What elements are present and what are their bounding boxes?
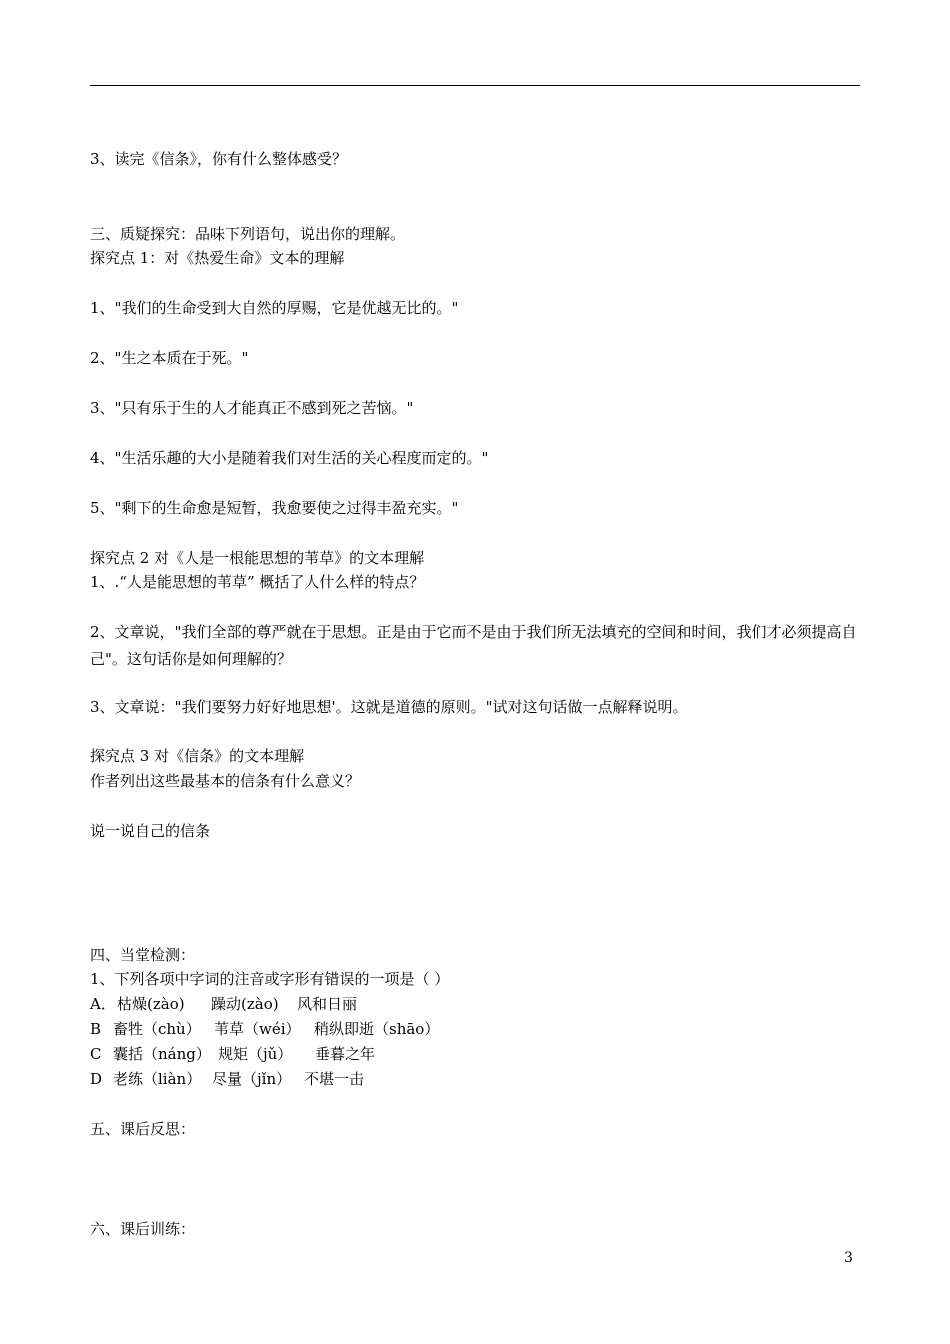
option-a-word-1: 枯燥(zào) xyxy=(117,995,185,1013)
option-d xyxy=(90,1067,862,1091)
option-b-word-3: 稍纵即逝（shāo） xyxy=(314,1020,440,1038)
point-1-question-1: 1、"我们的生命受到大自然的厚赐，它是优越无比的。" xyxy=(90,299,459,317)
option-c xyxy=(90,1042,862,1066)
inquiry-point-1-title: 探究点 1：对《热爱生命》文本的理解 xyxy=(90,249,345,267)
point-3-question-2: 说一说自己的信条 xyxy=(90,822,211,840)
header-rule xyxy=(90,85,860,86)
point-2-question-3: 3、文章说："我们要努力好好地思想'。这就是道德的原则。"试对这句话做一点解释说明。 xyxy=(90,698,688,716)
option-b-word-1: 畜牲（chù） xyxy=(113,1020,201,1038)
inquiry-point-3-title: 探究点 3 对《信条》的文本理解 xyxy=(90,747,305,765)
option-a xyxy=(90,992,862,1016)
option-c-word-1: 囊括（náng） xyxy=(113,1045,211,1063)
option-d-word-2: 尽量（jǐn） xyxy=(212,1070,292,1088)
section-5-title: 五、课后反思： xyxy=(90,1120,196,1138)
option-a-word-3: 风和日丽 xyxy=(297,995,358,1013)
section-3-title: 三、质疑探究：品味下列语句，说出你的理解。 xyxy=(90,225,406,243)
option-c-word-2: 规矩（jǔ） xyxy=(218,1045,293,1063)
inquiry-point-2-title: 探究点 2 对《人是一根能思想的苇草》的文本理解 xyxy=(90,549,425,567)
option-a-word-2: 躁动(zào) xyxy=(211,995,279,1013)
question-overall-feeling: 3、读完《信条》，你有什么整体感受？ xyxy=(90,150,348,168)
page-number: 3 xyxy=(844,1250,853,1266)
section-4-title: 四、当堂检测： xyxy=(90,946,196,964)
option-d-letter: D xyxy=(90,1070,103,1088)
option-a-letter: A． xyxy=(90,995,116,1013)
option-d-word-1: 老练（liàn） xyxy=(113,1070,202,1088)
section-6-title: 六、课后训练： xyxy=(90,1220,196,1238)
point-1-question-2: 2、"生之本质在于死。" xyxy=(90,349,249,367)
point-2-question-2: 2、文章说，"我们全部的尊严就在于思想。正是由于它而不是由于我们所无法填充的空间和时间，我们才必须提高自己"。这句话你是如何理解的？ xyxy=(90,623,857,668)
option-b-word-2: 苇草（wéi） xyxy=(214,1020,301,1038)
option-b-letter: B xyxy=(90,1020,102,1038)
section-4-question-1: 1、下列各项中字词的注音或字形有错误的一项是（ ） xyxy=(90,970,450,988)
point-1-question-5: 5、"剩下的生命愈是短暂，我愈要使之过得丰盈充实。" xyxy=(90,499,459,517)
option-d-word-3: 不堪一击 xyxy=(304,1070,365,1088)
point-3-question-1: 作者列出这些最基本的信条有什么意义？ xyxy=(90,772,361,790)
point-1-question-4: 4、"生活乐趣的大小是随着我们对生活的关心程度而定的。" xyxy=(90,449,489,467)
option-c-word-3: 垂暮之年 xyxy=(315,1045,376,1063)
option-b xyxy=(90,1017,862,1041)
point-2-question-1: 1、.“人是能思想的苇草” 概括了人什么样的特点？ xyxy=(90,573,425,591)
option-c-letter: C xyxy=(90,1045,102,1063)
point-1-question-3: 3、"只有乐于生的人才能真正不感到死之苦恼。" xyxy=(90,399,414,417)
